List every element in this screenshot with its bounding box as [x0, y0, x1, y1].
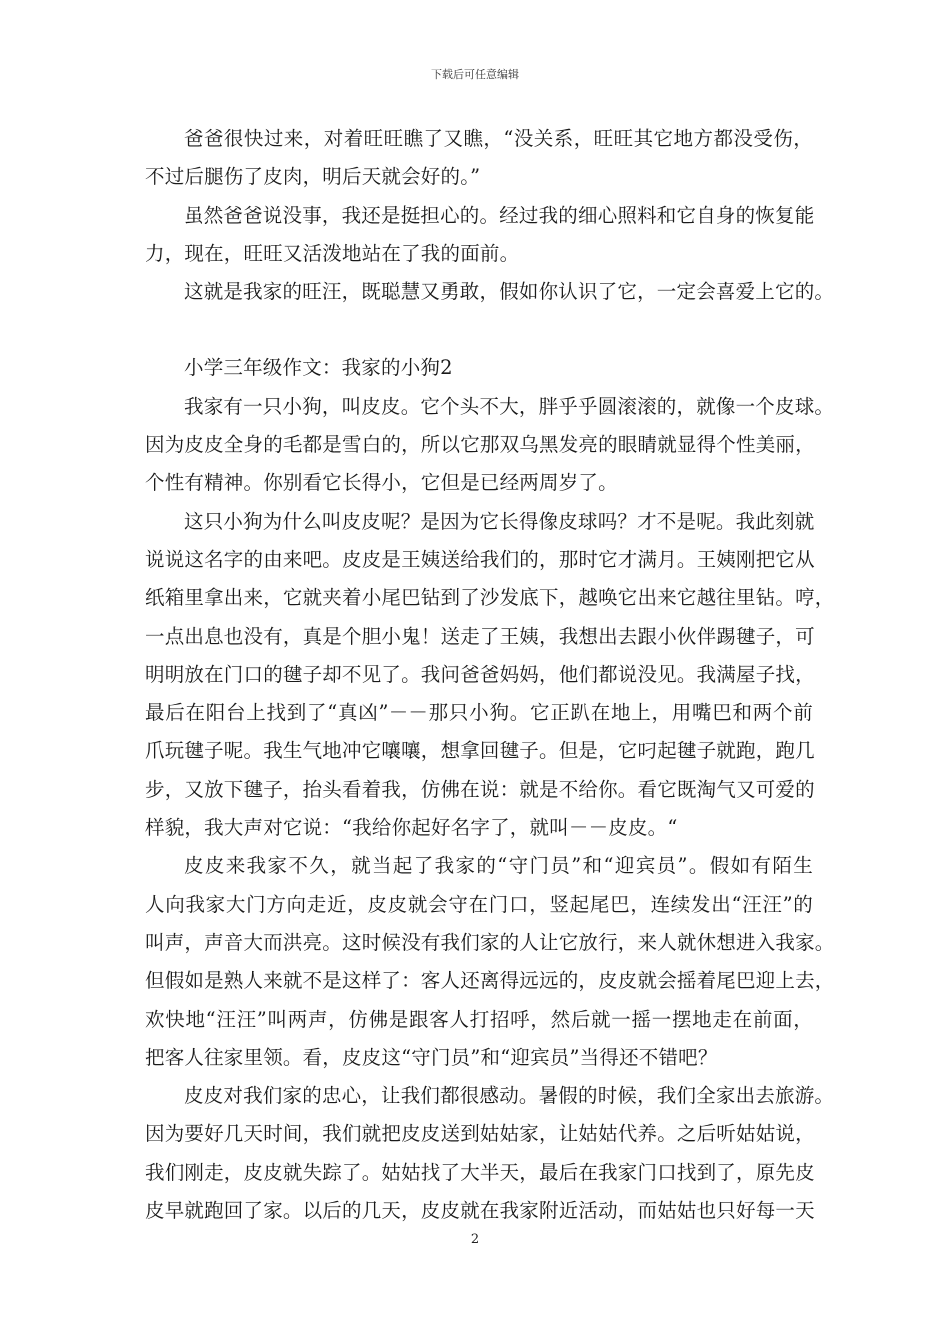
- paragraph: [145, 1077, 835, 1230]
- text-line: 人向我家大门方向走近，皮皮就会守在门口，竖起尾巴，连续发出“汪汪”的: [145, 892, 813, 916]
- text-line: 爸爸很快过来，对着旺旺瞧了又瞧，“没关系，旺旺其它地方都没受伤，: [184, 127, 813, 150]
- text-line: 我们刚走，皮皮就失踪了。姑姑找了大半天，最后在我家门口找到了，原先皮: [145, 1160, 815, 1184]
- text-line: 最后在阳台上找到了“真凶”－－那只小狗。它正趴在地上，用嘴巴和两个前: [145, 701, 813, 725]
- text-line: 明明放在门口的毽子却不见了。我问爸爸妈妈，他们都说没见。我满屋子找，: [145, 662, 815, 686]
- text-line: 皮皮来我家不久，就当起了我家的“守门员”和“迎宾员”。假如有陌生: [184, 854, 813, 878]
- paragraph: [145, 273, 835, 311]
- text-line: 一点出息也没有，真是个胆小鬼！送走了王姨，我想出去跟小伙伴踢毽子，可: [145, 624, 815, 648]
- paragraph: [145, 120, 813, 197]
- document-body: [145, 120, 835, 1230]
- text-line: 因为皮皮全身的毛都是雪白的，所以它那双乌黑发亮的眼睛就显得个性美丽，: [145, 433, 815, 457]
- text-line: 把客人往家里领。看，皮皮这“守门员”和“迎宾员”当得还不错吧？: [145, 1045, 718, 1069]
- text-line: 个性有精神。你别看它长得小，它但是已经两周岁了。: [145, 471, 618, 495]
- text-line: 不过后腿伤了皮肉，明后天就会好的。”: [145, 165, 481, 189]
- text-line: 爪玩毽子呢。我生气地冲它嚷嚷，想拿回毽子。但是，它叼起毽子就跑，跑几: [145, 739, 815, 763]
- paragraph: [145, 197, 813, 274]
- text-line: 说说这名字的由来吧。皮皮是王姨送给我们的，那时它才满月。王姨刚把它从: [145, 547, 815, 571]
- text-line: 这就是我家的旺汪，既聪慧又勇敢，假如你认识了它，一定会喜爱上它的。: [184, 280, 835, 304]
- text-line: 叫声，声音大而洪亮。这时候没有我们家的人让它放行，来人就休想进入我家。: [145, 930, 835, 954]
- text-line: 样貌，我大声对它说：“我给你起好名字了，就叫－－皮皮。“: [145, 816, 678, 840]
- page-number: 2: [470, 1232, 480, 1247]
- text-line: 但假如是熟人来就不是这样了：客人还离得远远的，皮皮就会摇着尾巴迎上去，: [145, 969, 835, 993]
- essay-title: 小学三年级作文：我家的小狗2: [184, 356, 453, 380]
- text-line: 皮皮对我们家的忠心，让我们都很感动。暑假的时候，我们全家出去旅游。: [184, 1084, 835, 1108]
- paragraph: [145, 388, 835, 503]
- paragraph: [145, 847, 835, 1077]
- text-line: 虽然爸爸说没事，我还是挺担心的。经过我的细心照料和它自身的恢复能: [184, 203, 815, 227]
- text-line: 步，又放下毽子，抬头看着我，仿佛在说：就是不给你。看它既淘气又可爱的: [145, 777, 815, 801]
- paragraph: [145, 503, 835, 848]
- blank-gap: [145, 311, 813, 349]
- text-line: 我家有一只小狗，叫皮皮。它个头不大，胖乎乎圆滚滚的，就像一个皮球。: [184, 394, 835, 418]
- page-header: 下载后可任意编辑: [431, 68, 519, 81]
- text-line: 这只小狗为什么叫皮皮呢？是因为它长得像皮球吗？才不是呢。我此刻就: [184, 509, 815, 533]
- text-line: 皮早就跑回了家。以后的几天，皮皮就在我家附近活动，而姑姑也只好每一天: [145, 1199, 815, 1223]
- text-line: 纸箱里拿出来，它就夹着小尾巴钻到了沙发底下，越唤它出来它越往里钻。哼，: [145, 586, 835, 610]
- text-line: 欢快地“汪汪”叫两声，仿佛是跟客人打招呼，然后就一摇一摆地走在前面，: [145, 1007, 813, 1031]
- text-line: 因为要好几天时间，我们就把皮皮送到姑姑家，让姑姑代养。之后听姑姑说，: [145, 1122, 815, 1146]
- text-line: 力，现在，旺旺又活泼地站在了我的面前。: [145, 241, 520, 265]
